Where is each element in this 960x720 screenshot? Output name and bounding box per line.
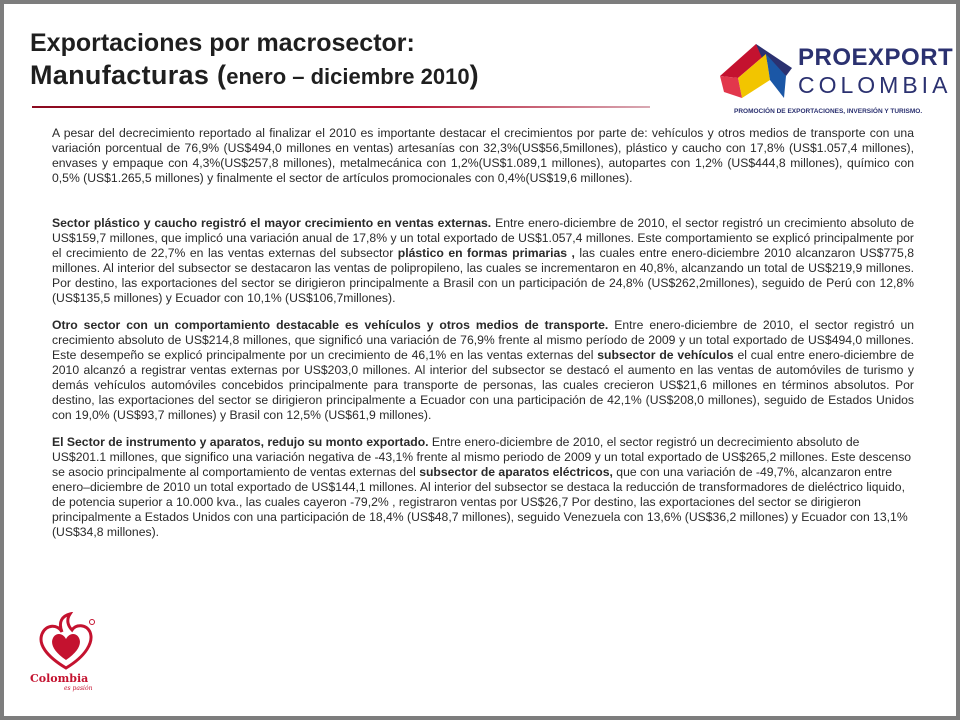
paragraph-instrumentos-text-a: Entre enero-diciembre de 2010, el sector registró un decrecimiento absoluto de US$201.1 millones, que significo una variación negativa de -43,1% frente al mismo periodo de 2009 y un total exportado de US$265,2 millones. Este descenso se asocio principalmente al comportamiento de ventas externas del: [52, 435, 912, 479]
paragraph-instrumentos-text-b: que con una variación de -49,7%, alcanzaron entre enero–diciembre de 2010 un total exportado de US$144,1 millones. Al interior del subsector se destaca la reducción de transformadores de dieléctrico liquido, de potencia superior a 10.000 kva., las cuales cayeron -79,2% , registraron ventas por US$26,7 Por destino, las exportaciones del sector se dirigieron principalmente a Estados Unidos con una participación de 18,4% (US$48,7 millones), seguido Venezuela con 13,6% (US$36,2 millones) y Ecuador con 13,1% (US$34,8 millones).: [52, 465, 908, 539]
paragraph-vehiculos: [52, 318, 914, 423]
paragraph-instrumentos-heading: El Sector de instrumento y aparatos, redujo su monto exportado.: [52, 435, 429, 449]
title-close: ): [469, 60, 479, 90]
colombia-tagline: es pasión: [64, 685, 93, 692]
title-line-2: [30, 58, 670, 94]
paragraph-plastico: [52, 216, 914, 306]
logo-tagline: PROMOCIÓN DE EXPORTACIONES, INVERSIÓN Y TURISMO.: [734, 108, 923, 115]
paragraph-instrumentos-highlight: subsector de aparatos eléctricos,: [419, 465, 613, 479]
title-main: Manufacturas (: [30, 60, 227, 90]
colombia-word: Colombia: [30, 672, 89, 685]
body-text: [52, 126, 914, 552]
colombia-brand-logo: [26, 612, 106, 696]
paragraph-plastico-text-b: las cuales entre enero-diciembre 2010 alcanzaron US$775,8 millones. Al interior del subsector se destacaron las ventas de polipropileno, las cuales se incrementaron en 40,8%, alcanzando un total de US$219,9 millones. Por destino, las exportaciones del sector se dirigieron principalmente a Brasil con un participación de 24,8% (US$262,2millones), seguido de Perú con 12,8% (US$135,5 millones) y Ecuador con 10,1% (US$106,7millones).: [52, 246, 914, 305]
paragraph-vehiculos-highlight: subsector de vehículos: [597, 348, 734, 362]
paragraph-intro: A pesar del decrecimiento reportado al finalizar el 2010 es importante destacar el crecimientos por parte de: vehículos y otros medios de transporte con una variación porcentual de 76,9% (US$494,0 millones en ventas) artesanías con 32,3%(US$56,5millones), plástico y caucho con 17,8% (US$1.057,4 millones), envases y empaque con 4,3%(US$257,8 millones), metalmecánica con 1,2%(US$1.089,1 millones), autopartes con 1,2% (US$444,8 millones), químico con 0,5% (US$1.265,5 millones) y finalmente el sector de artículos promocionales con 0,4%(US$19,6 millones).: [52, 126, 914, 185]
paragraph-plastico-text-a: Entre enero-diciembre de 2010, el sector registró un crecimiento absoluto de US$159,7 millones, que implicó una variación anual de 17,8% y un total exportado de US$1.057,4 millones. Este comportamiento se explicó principalmente por el crecimiento de 22,7% en las ventas externas del subsector: [52, 216, 914, 260]
title-period: enero – diciembre 2010: [226, 64, 470, 89]
paragraph-instrumentos: [52, 435, 914, 540]
logo-word-proexport: PROEXPORT: [798, 44, 954, 71]
paragraph-plastico-highlight: plástico en formas primarias ,: [397, 246, 575, 260]
heart-flame-icon: [26, 612, 106, 672]
title-divider: [32, 106, 650, 108]
slide: [4, 4, 956, 716]
paragraph-vehiculos-text-a: Entre enero-diciembre de 2010, el sector registró un crecimiento absoluto de US$214,8 millones, que significó una variación de 76,9% frente al mismo período de 2009 y un total exportado de US$494,0 millones. Este desempeño se explicó principalmente por un crecimiento de 46,1% en las ventas externas del: [52, 318, 914, 362]
proexport-logo: [716, 36, 954, 126]
logo-word-colombia: COLOMBIA: [798, 72, 952, 98]
paragraph-plastico-heading: Sector plástico y caucho registró el mayor crecimiento en ventas externas.: [52, 216, 492, 230]
title-line-1: Exportaciones por macrosector:: [30, 29, 415, 57]
page-title: [30, 28, 670, 94]
paragraph-vehiculos-text-b: el cual entre enero-diciembre de 2010 alcanzó a registrar ventas externas por US$203,0 millones. Al interior del subsector se destacó el aumento en las ventas de automóviles de turismo y demás vehículos automóviles concebidos principalmente para transporte de personas, las cuales crecieron US$21,6 millones en términos absolutos. Por destino, las exportaciones del sector se dirigieron principalmente a Ecuador con una participación de 42,1% (US$208,0 millones), seguido de Estados Unidos con 19,0% (US$93,7 millones) y Brasil con 12,5% (US$61,9 millones).: [52, 348, 914, 422]
paragraph-vehiculos-heading: Otro sector con un comportamiento destacable es vehículos y otros medios de transporte.: [52, 318, 609, 332]
proexport-house-icon: [716, 36, 796, 108]
